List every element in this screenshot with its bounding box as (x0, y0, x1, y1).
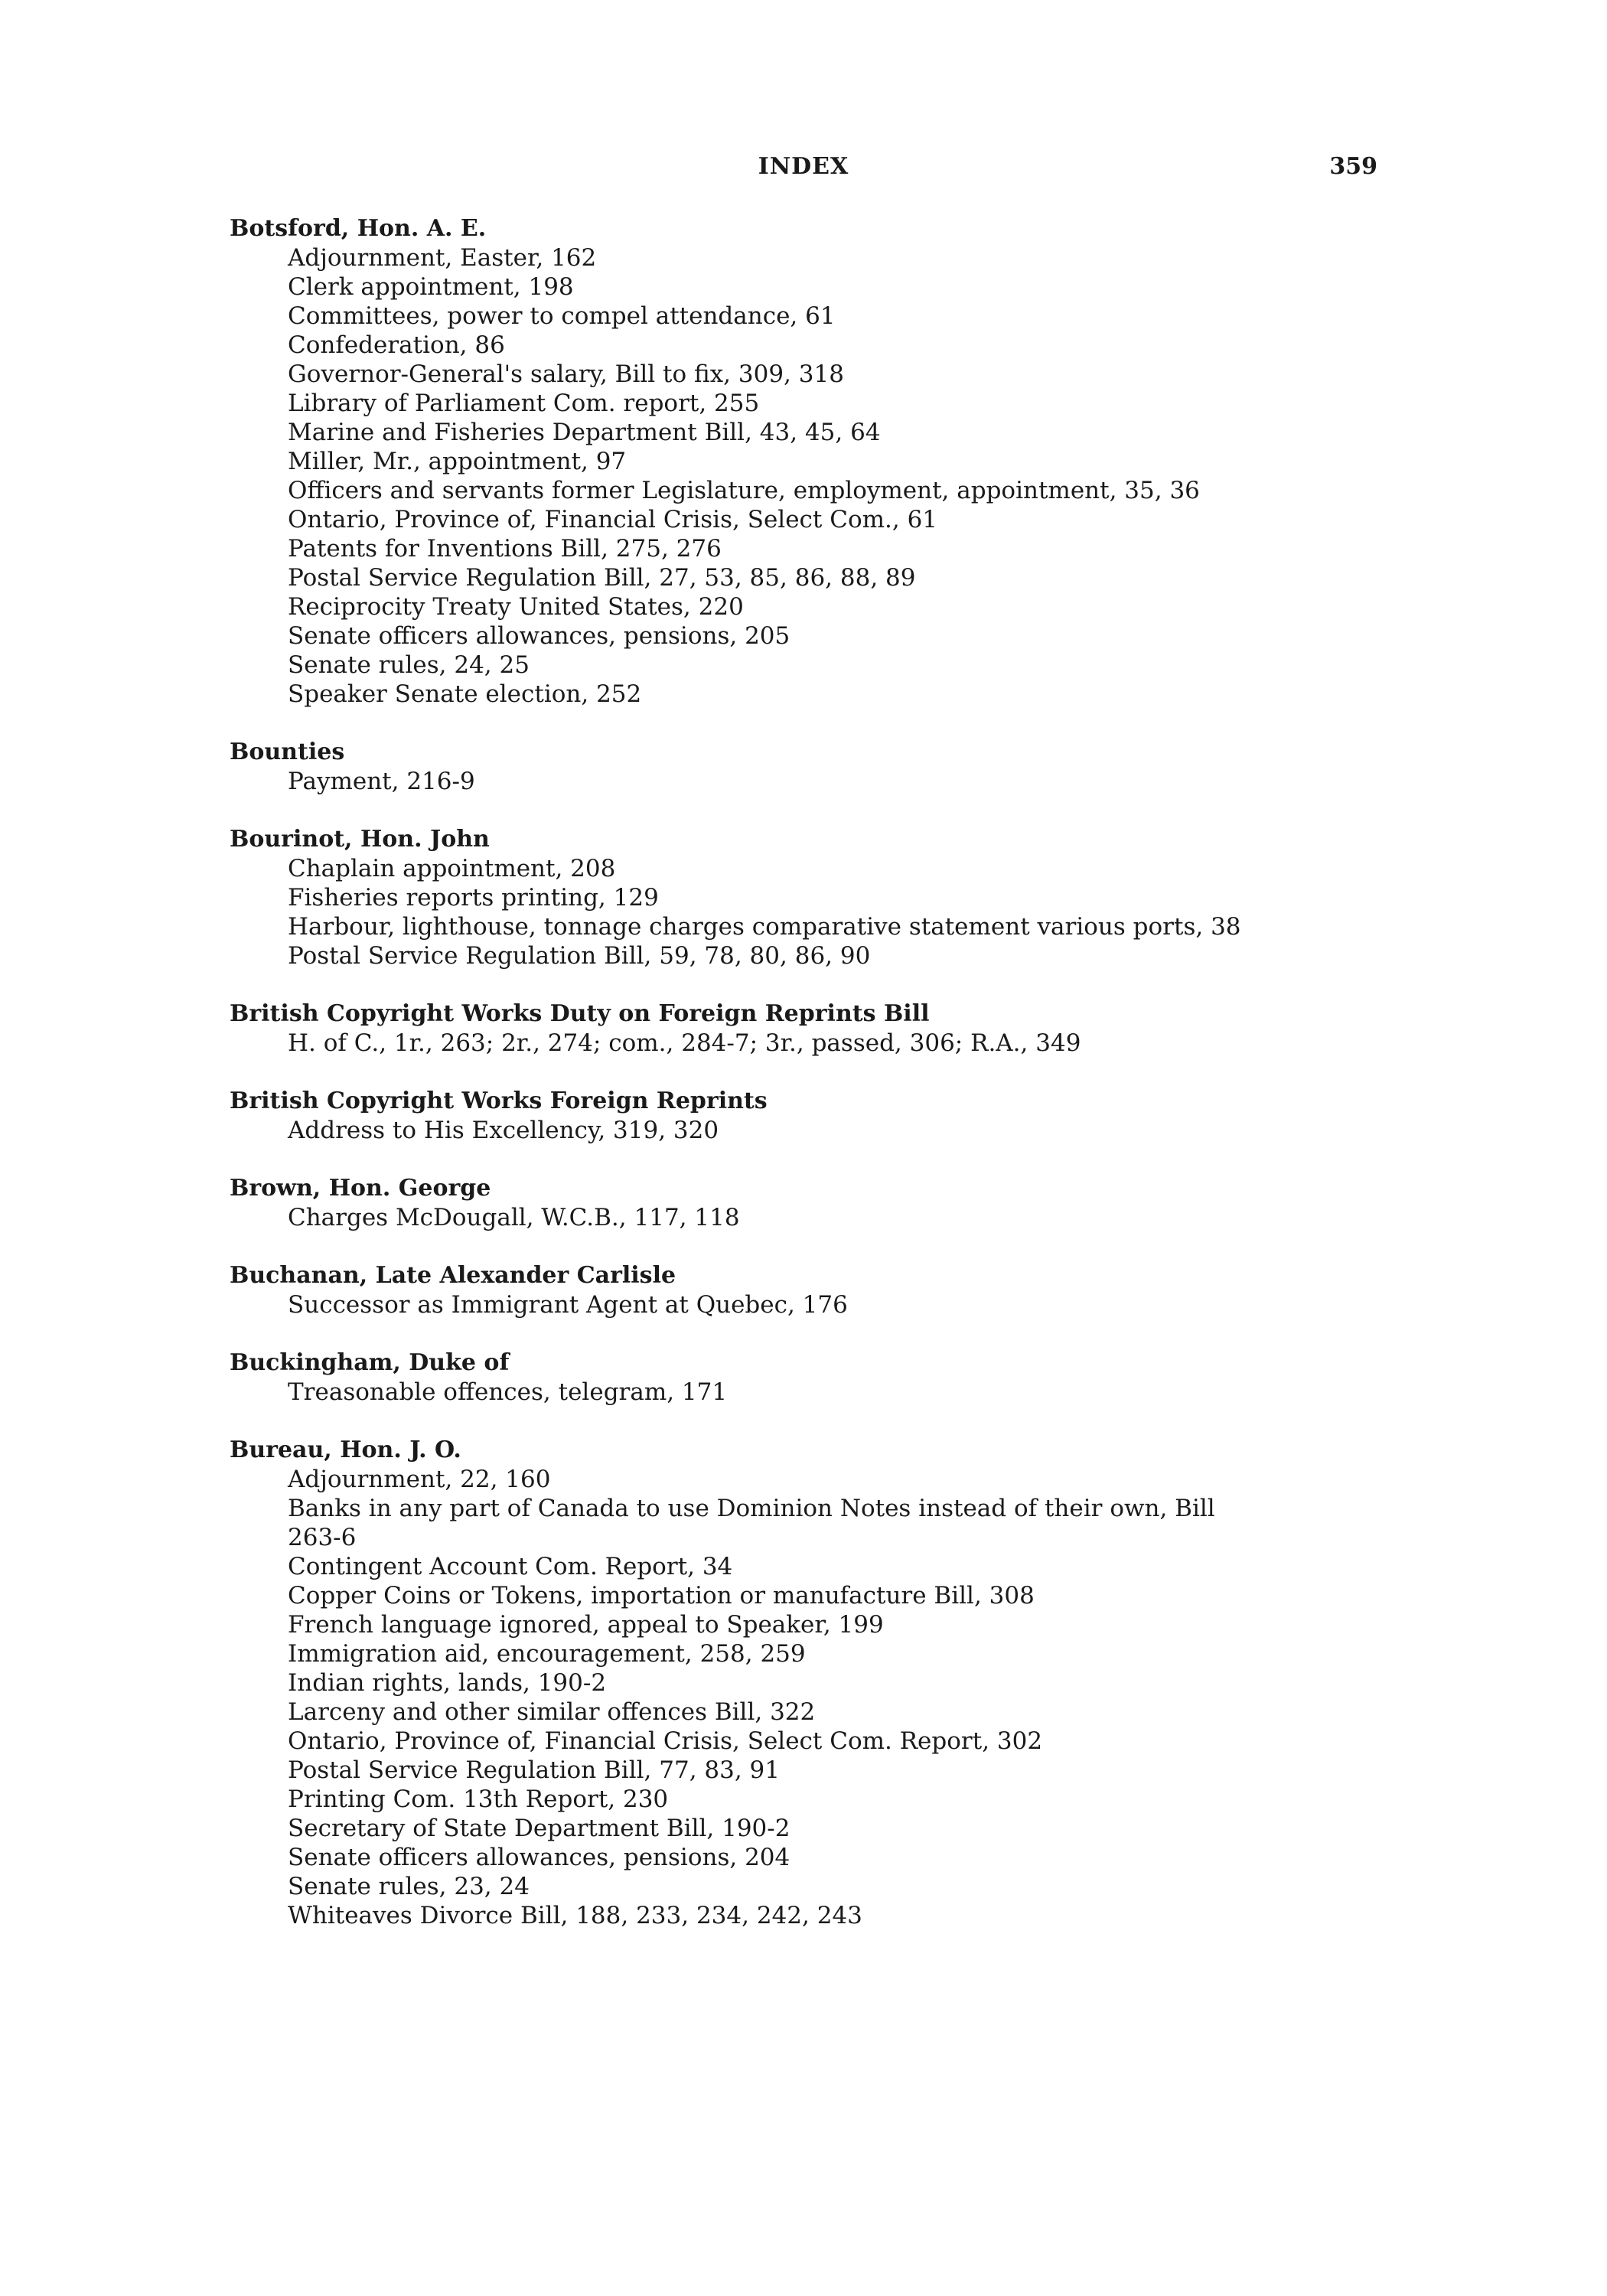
subentry: Printing Com. 13th Report, 230 (288, 1786, 669, 1813)
subentry: Charges McDougall, W.C.B., 117, 118 (288, 1204, 740, 1231)
index-entry-buchanan (230, 1261, 1377, 1319)
subentry: Officers and servants former Legislature, employment, appointment, 35, 36 (288, 477, 1200, 504)
subentry: Reciprocity Treaty United States, 220 (288, 593, 744, 621)
subentry: Immigration aid, encouragement, 258, 259 (288, 1640, 806, 1668)
index-entry-buckingham (230, 1349, 1377, 1407)
entry-heading: Bourinot, Hon. John (230, 826, 490, 853)
subentry: Speaker Senate election, 252 (288, 680, 642, 708)
entry-heading: British Copyright Works Duty on Foreign Reprints Bill (230, 1000, 930, 1027)
subentry-continuation: 263-6 (288, 1524, 357, 1551)
subentry: Postal Service Regulation Bill, 59, 78, 80, 86, 90 (288, 942, 871, 970)
subentry: Successor as Immigrant Agent at Quebec, 176 (288, 1291, 848, 1319)
subentry: H. of C., 1r., 263; 2r., 274; com., 284-7; 3r., passed, 306; R.A., 349 (288, 1029, 1081, 1057)
subentry: Ontario, Province of, Financial Crisis, Select Com. Report, 302 (288, 1727, 1043, 1755)
entry-heading: Brown, Hon. George (230, 1175, 491, 1202)
subentry: Governor-General's salary, Bill to fix, 309, 318 (288, 360, 844, 388)
subentry: Copper Coins or Tokens, importation or manufacture Bill, 308 (288, 1582, 1035, 1609)
entry-heading: Buchanan, Late Alexander Carlisle (230, 1262, 676, 1289)
subentry: Chaplain appointment, 208 (288, 855, 616, 882)
subentry: Secretary of State Department Bill, 190-2 (288, 1815, 790, 1842)
entry-heading: Buckingham, Duke of (230, 1349, 510, 1376)
subentry: Indian rights, lands, 190-2 (288, 1669, 607, 1697)
index-entry-bureau (230, 1436, 1377, 1930)
subentry: Miller, Mr., appointment, 97 (288, 448, 627, 475)
page-number: 359 (1329, 153, 1377, 180)
subentry: Adjournment, 22, 160 (288, 1466, 551, 1493)
subentry: Adjournment, Easter, 162 (288, 244, 597, 272)
index-entry-british-copyright-reprints (230, 1087, 1377, 1145)
running-title: INDEX (758, 153, 849, 180)
subentry: Larceny and other similar offences Bill, 322 (288, 1698, 816, 1726)
subentry: Senate officers allowances, pensions, 205 (288, 622, 790, 650)
subentry: Senate rules, 24, 25 (288, 651, 530, 679)
index-entry-botsford (230, 214, 1377, 709)
subentry: Postal Service Regulation Bill, 77, 83, 91 (288, 1756, 781, 1784)
index-entry-bounties (230, 738, 1377, 796)
subentry: Fisheries reports printing, 129 (288, 884, 659, 912)
subentry: Library of Parliament Com. report, 255 (288, 390, 760, 417)
subentry: Committees, power to compel attendance, 61 (288, 302, 836, 330)
subentry: Senate rules, 23, 24 (288, 1873, 530, 1900)
subentry: Marine and Fisheries Department Bill, 43, 45, 64 (288, 419, 881, 446)
subentry: Whiteaves Divorce Bill, 188, 233, 234, 242, 243 (288, 1902, 862, 1929)
entry-heading: Bounties (230, 739, 345, 765)
index-entry-british-copyright-bill (230, 1000, 1377, 1058)
entry-heading: Bureau, Hon. J. O. (230, 1437, 461, 1463)
subentry: Contingent Account Com. Report, 34 (288, 1553, 733, 1580)
index-body (230, 214, 1377, 1959)
index-entry-brown (230, 1174, 1377, 1232)
subentry: Treasonable offences, telegram, 171 (288, 1378, 728, 1406)
subentry: Payment, 216-9 (288, 768, 475, 795)
subentry: Ontario, Province of, Financial Crisis, Select Com., 61 (288, 506, 938, 533)
subentry: Clerk appointment, 198 (288, 273, 574, 301)
index-entry-bourinot (230, 825, 1377, 970)
subentry: French language ignored, appeal to Speaker, 199 (288, 1611, 884, 1639)
subentry: Postal Service Regulation Bill, 27, 53, 85, 86, 88, 89 (288, 564, 916, 592)
entry-heading: British Copyright Works Foreign Reprints (230, 1088, 768, 1114)
subentry: Banks in any part of Canada to use Dominion Notes instead of their own, Bill (288, 1495, 1215, 1522)
subentry: Confederation, 86 (288, 331, 505, 359)
subentry: Harbour, lighthouse, tonnage charges comparative statement various ports, 38 (288, 913, 1241, 941)
subentry: Senate officers allowances, pensions, 204 (288, 1844, 790, 1871)
entry-heading: Botsford, Hon. A. E. (230, 215, 487, 242)
subentry: Patents for Inventions Bill, 275, 276 (288, 535, 722, 563)
subentry: Address to His Excellency, 319, 320 (288, 1117, 719, 1144)
